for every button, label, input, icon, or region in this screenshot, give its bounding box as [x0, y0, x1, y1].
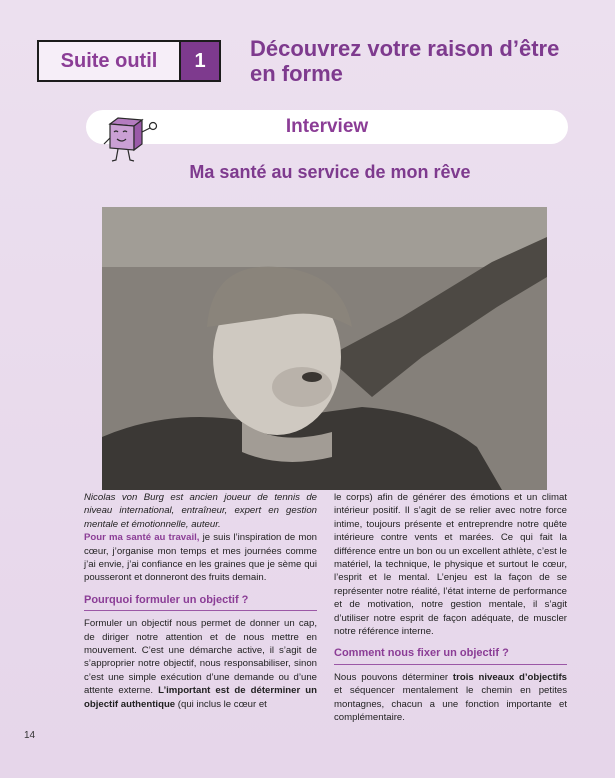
interview-subtitle: Ma santé au service de mon rêve [189, 162, 471, 182]
tool-badge-label: Suite outil [39, 42, 181, 80]
left-column [84, 491, 317, 711]
section-how-bold: trois niveaux d’objectifs [452, 671, 567, 683]
author-intro: Nicolas von Burg est ancien joueur de tennis de niveau international, entraîneur, expert en gestion mentale et émotionnelle, auteur. [84, 492, 317, 530]
interview-banner-label: Interview [285, 116, 369, 137]
page-title: Découvrez votre raison d’être en forme [250, 36, 560, 86]
right-column [334, 491, 567, 725]
section-why-tail: (qui inclus le cœur et [175, 698, 267, 710]
box-character-icon [100, 108, 162, 170]
right-column-continuation: le corps) afin de générer des émotions et un climat intérieur positif. Il s’agit de se relier avec notre force intime, toujours présente et entreprendre notre quête intérieure contre vents et marées. Ce qui fait la différence entre un bon ou un excellent athlète, c’est le matériel, la technique, le physique et surtout le cœur, l’esprit et le mental. L’enjeu est la façon de se représenter notre réalité, l’état interne de performance et de motivation, notre gestion mentale, il s’agit d’utiliser notre esprit de façon adéquate, de muscler notre référence interne. [334, 492, 567, 638]
tool-badge [37, 40, 221, 82]
tool-badge-number: 1 [181, 42, 219, 80]
section-why-bold: L’important est de déterminer un objectif authentique [84, 685, 317, 710]
section-heading-why: Pourquoi formuler un objectif ? [84, 594, 317, 611]
section-how-text [334, 671, 567, 725]
health-quote-text: je suis l’inspiration de mon cœur, j’organise mon temps et mes journées comme j’ai envie, j’ai confiance en les graines que je sème qui pousseront et donneront des fruits demain. [84, 532, 317, 584]
section-heading-how: Comment nous fixer un objectif ? [334, 647, 567, 664]
section-why-body: Formuler un objectif nous permet de donner un cap, de diriger notre attention et de nous mettre en mouvement. C’est une démarche active, il s’agit de s’approprier notre objectif, nous responsabiliser, sinon c’est une simple exécution d’une demande ou d’une attente externe. [84, 618, 317, 697]
section-how-post: et séquencer mentalement le chemin en petites montagnes, chacun a une fonction importante et complémentaire. [334, 685, 567, 724]
health-quote-lead: Pour ma santé au travail, [84, 532, 200, 544]
health-quote [84, 531, 317, 585]
portrait-photo [102, 207, 547, 490]
section-why-text [84, 617, 317, 711]
page-number: 14 [24, 730, 36, 741]
section-how-pre: Nous pouvons déterminer [334, 671, 453, 683]
